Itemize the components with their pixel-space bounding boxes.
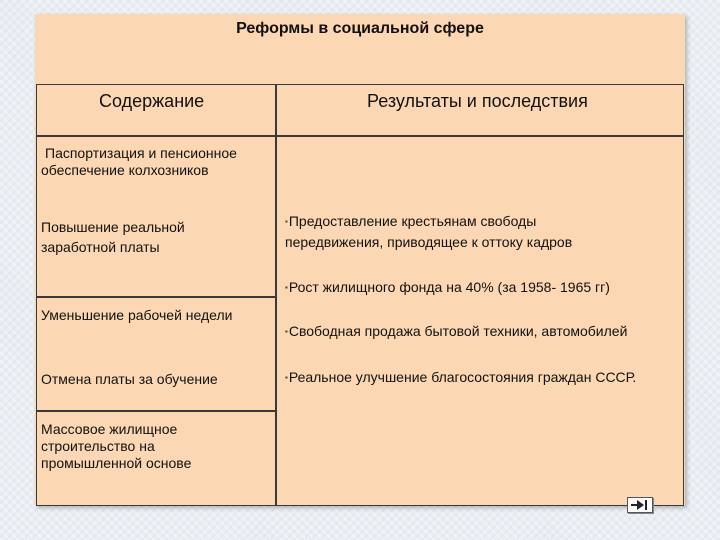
result-item [285,211,585,252]
result-item [285,321,681,342]
result-item [285,277,681,298]
content-item: Отмена платы за обучение [41,371,218,387]
bullet-icon: ▪ [285,373,288,383]
result-text: Рост жилищного фонда на 40% (за 1958- 1965 гг) [288,279,610,295]
row-divider [37,410,277,412]
header-results: Результаты и последствия [367,91,588,111]
header-content: Содержание [99,91,205,111]
header-divider [37,135,683,137]
bullet-icon: ▪ [285,217,288,227]
bullet-icon: ▪ [285,327,288,337]
slide [35,14,685,506]
content-item: Массовое жилищное строительство на промышленной основе [41,421,192,471]
content-item: Повышение реальной заработной платы [41,219,185,255]
result-text: Предоставление крестьянам свободы передвижения, приводящее к оттоку кадров [285,213,573,251]
result-text: Реальное улучшение благосостояния граждан СССР. [288,369,637,385]
end-slide-button[interactable] [627,497,653,513]
content-item: Уменьшение рабочей недели [41,307,233,323]
bullet-icon: ▪ [285,283,288,293]
row-divider [37,296,277,298]
content-item: Паспортизация и пенсионное обеспечение колхозников [41,145,237,178]
reforms-table [36,84,684,506]
end-slide-icon [628,498,652,512]
result-text: Свободная продажа бытовой техники, автомобилей [288,323,628,339]
slide-title: Реформы в социальной сфере [236,20,484,37]
column-divider [275,85,277,505]
result-item [285,367,681,388]
